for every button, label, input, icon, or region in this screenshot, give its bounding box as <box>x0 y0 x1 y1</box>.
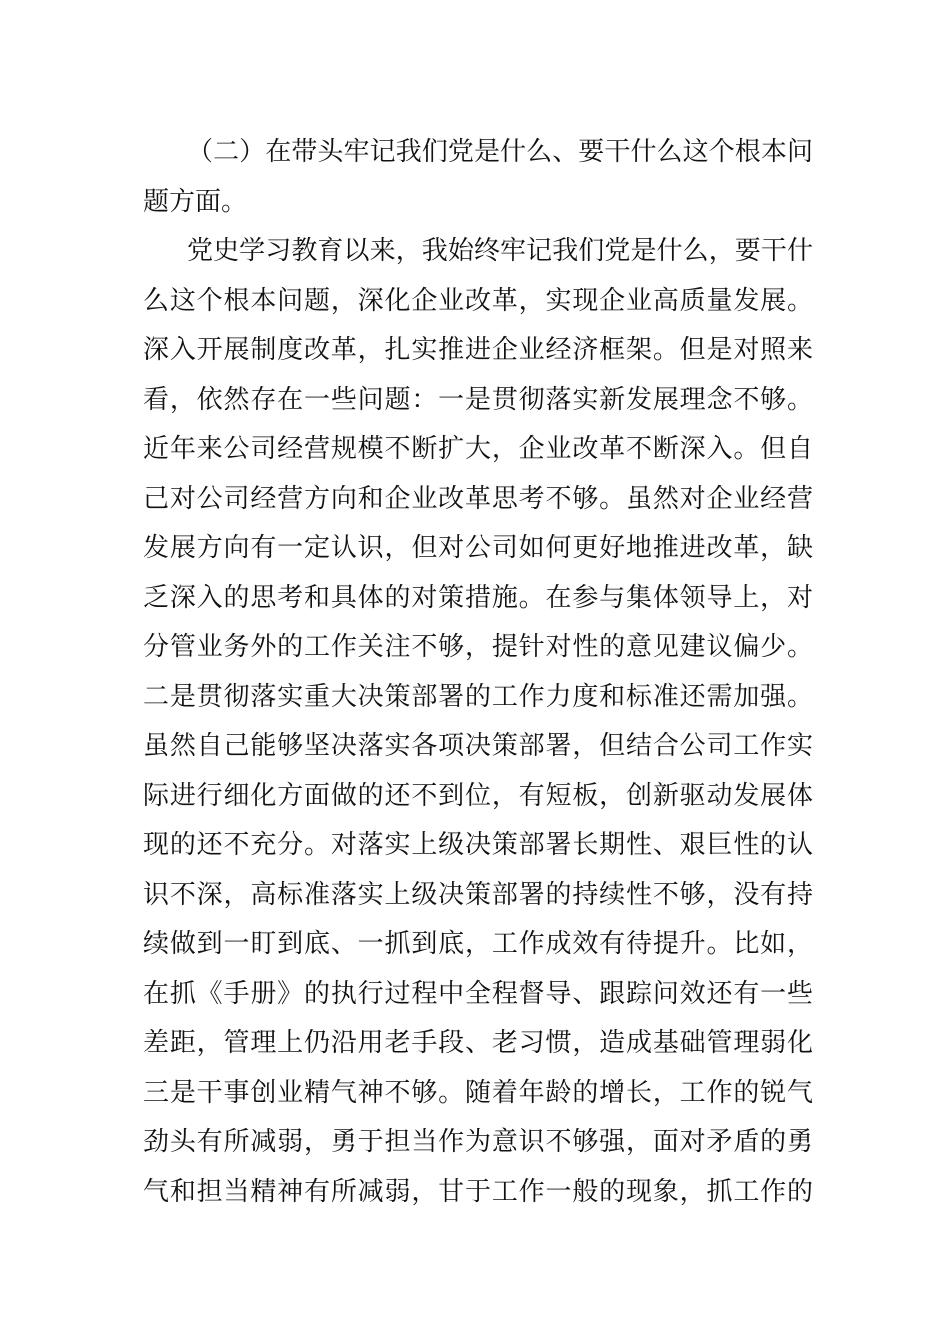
paragraph-line: 在抓《手册》的执行过程中全程督导、跟踪问效还有一些 <box>143 978 813 1009</box>
paragraph-line: 分管业务外的工作关注不够，提针对性的意见建议偏少。 <box>143 632 813 662</box>
section-heading-line-2: 题方面。 <box>143 186 248 217</box>
paragraph-line: 么这个根本问题，深化企业改革，实现企业高质量发展。 <box>143 285 813 316</box>
paragraph-line: 气和担当精神有所减弱，甘于工作一般的现象，抓工作的 <box>143 1176 813 1207</box>
paragraph-line: 二是贯彻落实重大决策部署的工作力度和标准还需加强。 <box>143 681 813 712</box>
body-text <box>143 128 813 1217</box>
paragraph-line: 续做到一盯到底、一抓到底，工作成效有待提升。比如， <box>143 929 813 959</box>
paragraph-line: 劲头有所减弱，勇于担当作为意识不够强，面对矛盾的勇 <box>143 1127 813 1157</box>
paragraph-line: 己对公司经营方向和企业改革思考不够。虽然对企业经营 <box>143 483 813 514</box>
paragraph-line: 差距，管理上仍沿用老手段、老习惯，造成基础管理弱化 <box>143 1028 813 1058</box>
paragraph-line: 近年来公司经营规模不断扩大，企业改革不断深入。但自 <box>143 434 813 464</box>
paragraph-line: 识不深，高标准落实上级决策部署的持续性不够，没有持 <box>143 879 813 910</box>
paragraph-line: 发展方向有一定认识，但对公司如何更好地推进改革，缺 <box>143 533 813 563</box>
section-heading-line-1: （二）在带头牢记我们党是什么、要干什么这个根本问 <box>187 137 813 167</box>
paragraph-line: 现的还不充分。对落实上级决策部署长期性、艰巨性的认 <box>143 830 813 860</box>
paragraph-line: 虽然自己能够坚决落实各项决策部署，但结合公司工作实 <box>143 731 813 761</box>
paragraph-line: 三是干事创业精气神不够。随着年龄的增长，工作的锐气 <box>143 1077 813 1108</box>
paragraph-line: 党史学习教育以来，我始终牢记我们党是什么，要干什 <box>187 236 813 266</box>
paragraph-line: 深入开展制度改革，扎实推进企业经济框架。但是对照来 <box>143 335 813 365</box>
paragraph-line: 际进行细化方面做的还不到位，有短板，创新驱动发展体 <box>143 780 813 811</box>
paragraph-line: 看，依然存在一些问题：一是贯彻落实新发展理念不够。 <box>143 384 813 415</box>
paragraph-line: 乏深入的思考和具体的对策措施。在参与集体领导上，对 <box>143 582 813 613</box>
